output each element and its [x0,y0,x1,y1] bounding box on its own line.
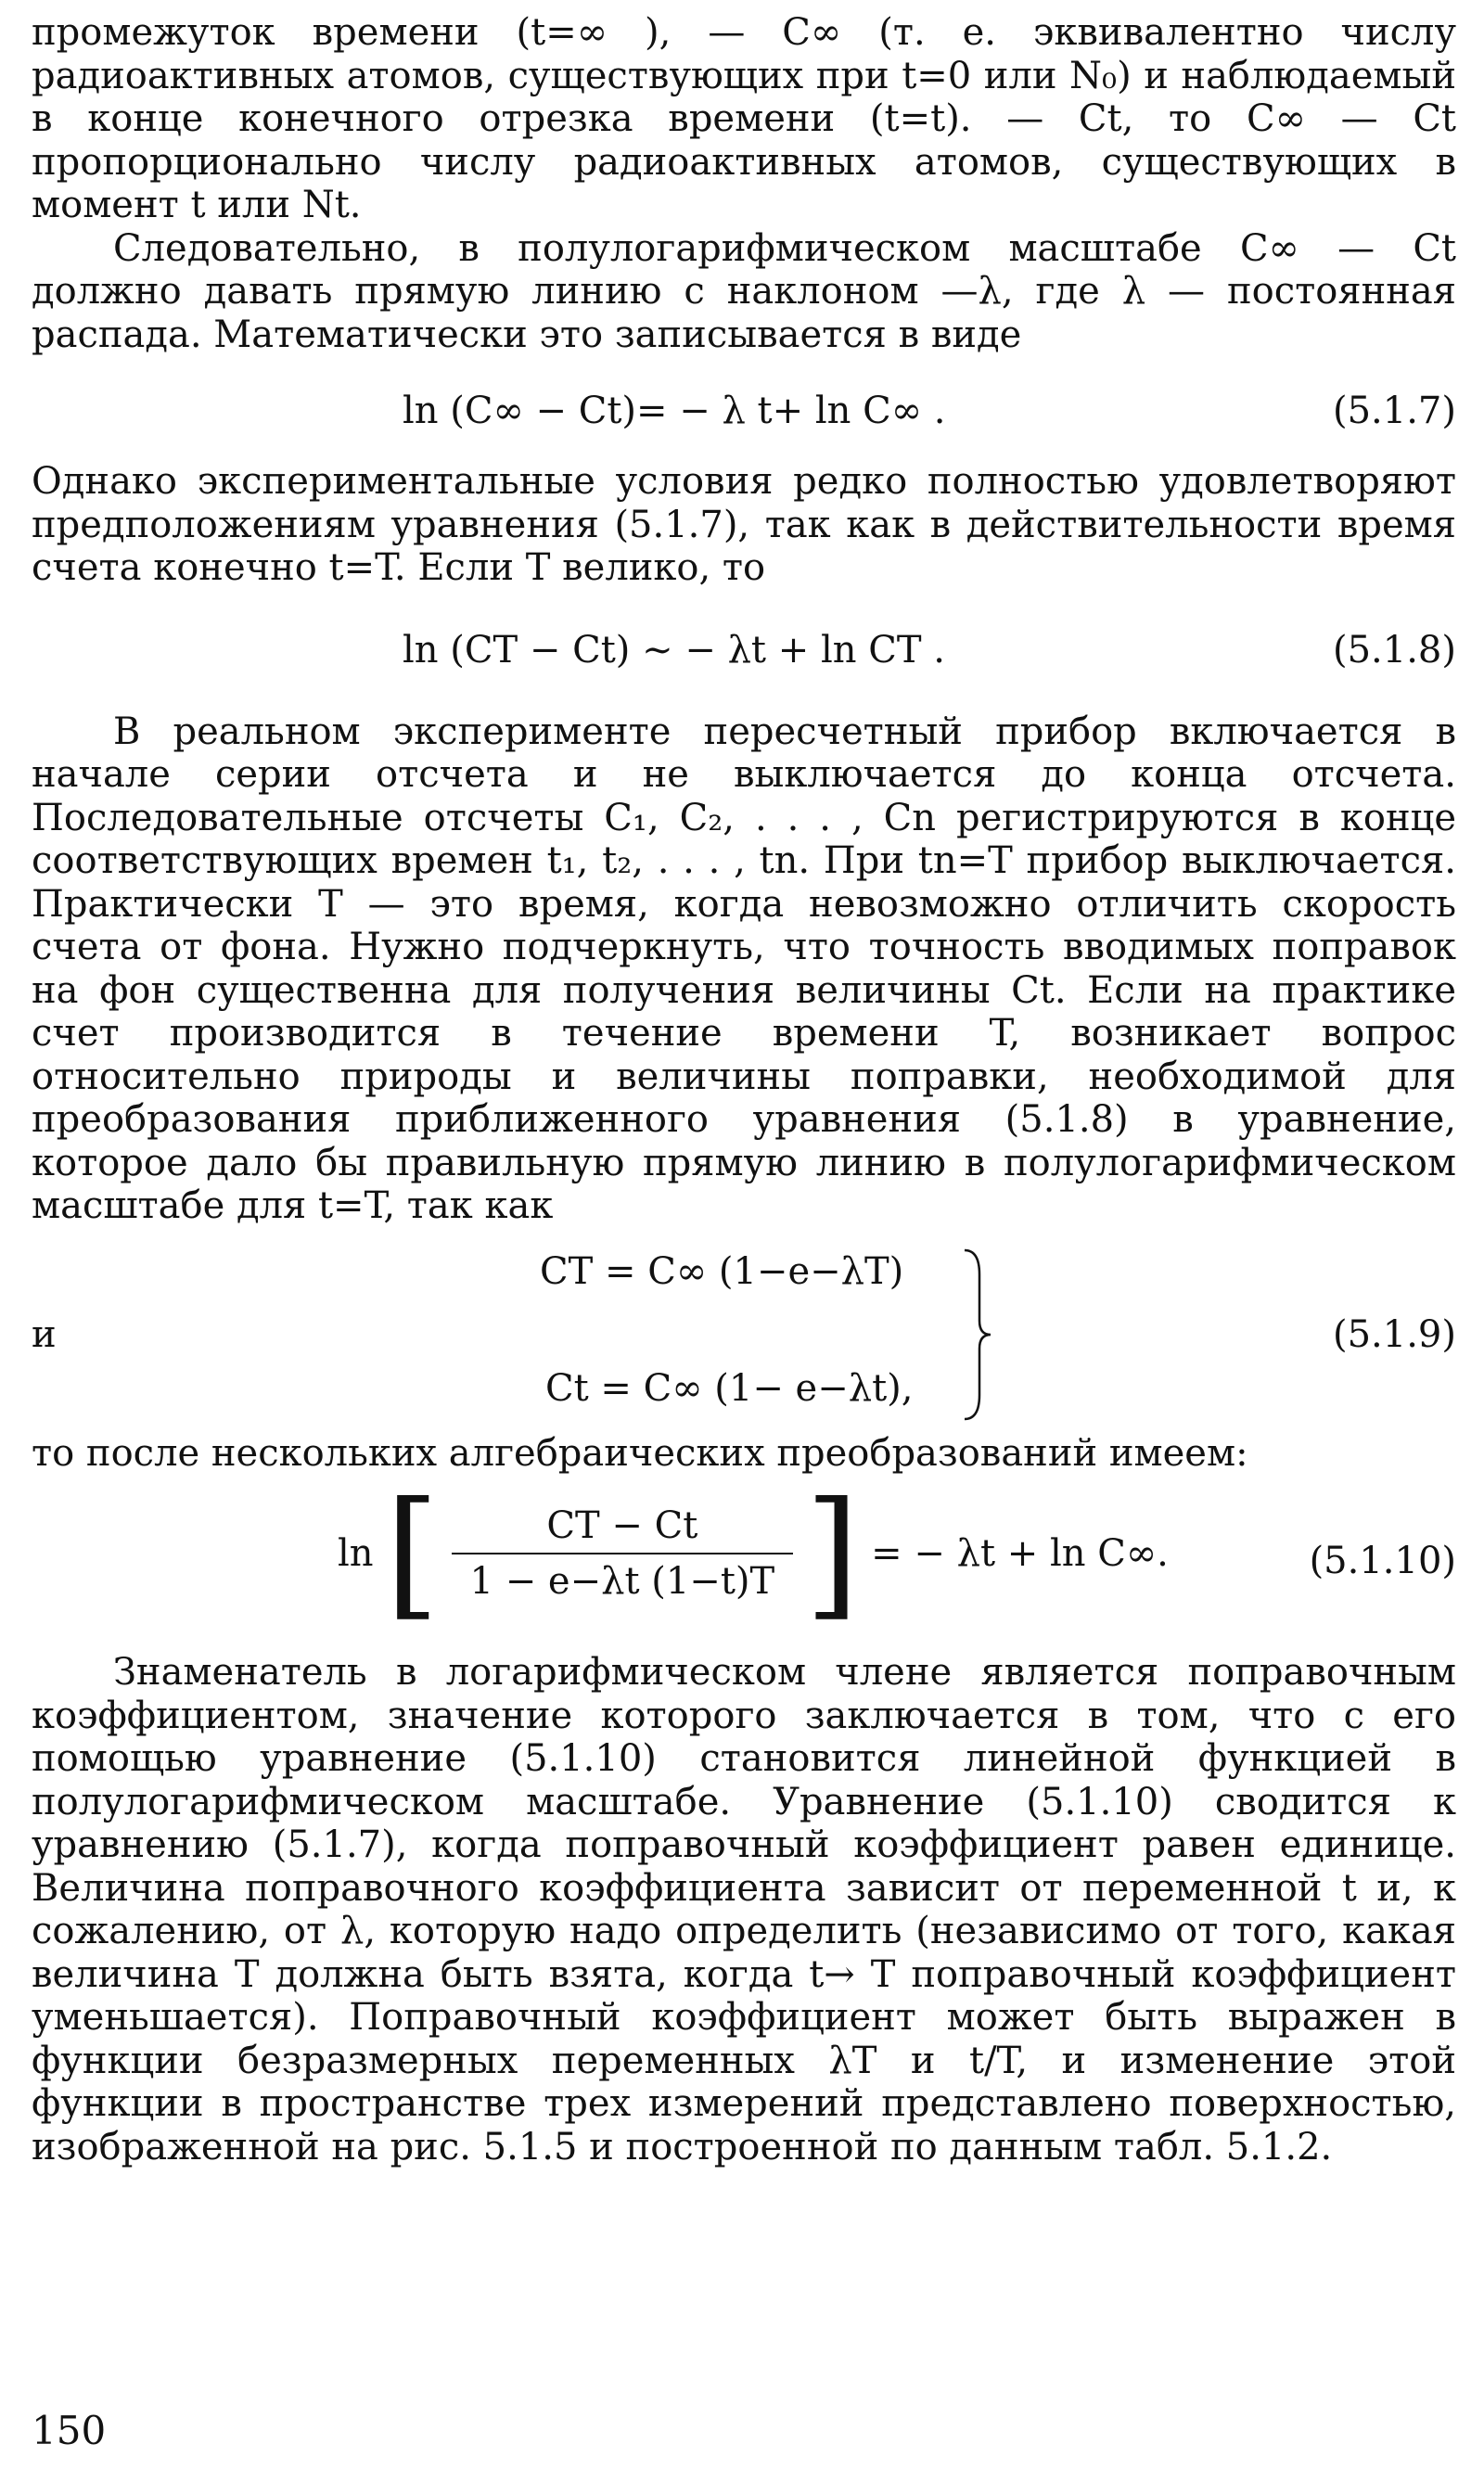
paragraph-final: Знаменатель в логарифмическом члене является поправочным коэффициентом, значение которого заключается в том, что с его помощью уравнение (5.1.10) становится линейной функцией в полулогарифмическом масштабе. Уравнение (5.1.10) сводится к уравнению (5.1.7), когда поправочный коэффициент равен единице. Величина поправочного коэффициента зависит от переменной t и, к сожалению, от λ, которую надо определить (независимо от того, какая величина T должна быть взята, когда t→ T поправочный коэффициент уменьшается). Поправочный коэффициент может быть выражен в функции безразмерных переменных λT и t/T, и изменение этой функции в пространстве трех измерений представлено поверхностью, изображенной на рис. 5.1.5 и построенной по данным табл. 5.1.2. [32,1651,1456,2168]
equation-5-1-9-line-1: CT = C∞ (1−e−λT) [540,1249,904,1293]
equation-5-1-10-ln: ln [338,1532,374,1575]
equation-5-1-10-fraction [452,1504,794,1603]
equation-5-1-7 [32,356,1456,460]
equation-5-1-8-number: (5.1.8) [1333,628,1456,672]
equation-5-1-7-number: (5.1.7) [1333,390,1456,432]
equation-5-1-9-conjunction: и [32,1312,57,1356]
paragraph-intro: промежуток времени (t=∞ ), — C∞ (т. е. эквивалентно числу радиоактивных атомов, существующих при t=0 или N₀) и наблюдаемый в конце конечного отрезка времени (t=t). — Ct, то C∞ — Ct пропорционально числу радиоактивных атомов, существующих в момент t или Nt. [32,11,1456,226]
equation-5-1-7-text: ln (C∞ − Ct)= − λ t+ ln C∞ . [403,390,946,432]
curly-brace [959,1247,996,1423]
fraction-denominator: 1 − e−λt (1−t)T [469,1560,775,1603]
equation-5-1-10 [32,1475,1456,1651]
equation-5-1-8 [32,590,1456,710]
equation-5-1-10-number: (5.1.10) [1309,1540,1456,1582]
fraction-numerator: CT − Ct [452,1504,794,1554]
page-number: 150 [32,2408,107,2453]
paragraph-semilog: Следовательно, в полулогарифмическом масштабе C∞ — Ct должно давать прямую линию с наклоном —λ, где λ — постоянная распада. Математически это записывается в виде [32,226,1456,356]
right-bracket: ] [804,1473,860,1634]
equation-5-1-8-text: ln (CT − Ct) ∼ − λt + ln CT . [403,628,945,672]
paragraph-experiment: В реальном эксперименте пересчетный прибор включается в начале серии отсчета и не выключается до конца отсчета. Последовательные отсчеты C₁, C₂, . . . , Cn регистрируются в конце соответствующих времен t₁, t₂, . . . , tn. При tn=T прибор выключается. Практически T — это время, когда невозможно отличить скорость счета от фона. Нужно подчеркнуть, что точность вводимых поправок на фон существенна для получения величины Ct. Если на практике счет производится в течение времени T, возникает вопрос относительно природы и величины поправки, необходимой для преобразования приближенного уравнения (5.1.8) в уравнение, которое дало бы правильную прямую линию в полулогарифмическом масштабе для t=T, так как [32,710,1456,1227]
equation-5-1-10-rhs: = − λt + ln C∞. [871,1532,1169,1575]
equation-5-1-10-body [338,1473,1169,1634]
equation-5-1-9-number: (5.1.9) [1333,1312,1456,1356]
page [32,11,1456,2168]
equation-5-1-9-line-2: Ct = C∞ (1− e−λt), [545,1366,914,1410]
equation-5-1-9 [32,1228,1456,1432]
left-bracket: [ [385,1473,440,1634]
paragraph-conditions: Однако экспериментальные условия редко полностью удовлетворяют предположениям уравнения (5.1.7), так как в действительности время счета конечно t=T. Если T велико, то [32,460,1456,589]
paragraph-after: то после нескольких алгебраических преобразований имеем: [32,1431,1248,1475]
